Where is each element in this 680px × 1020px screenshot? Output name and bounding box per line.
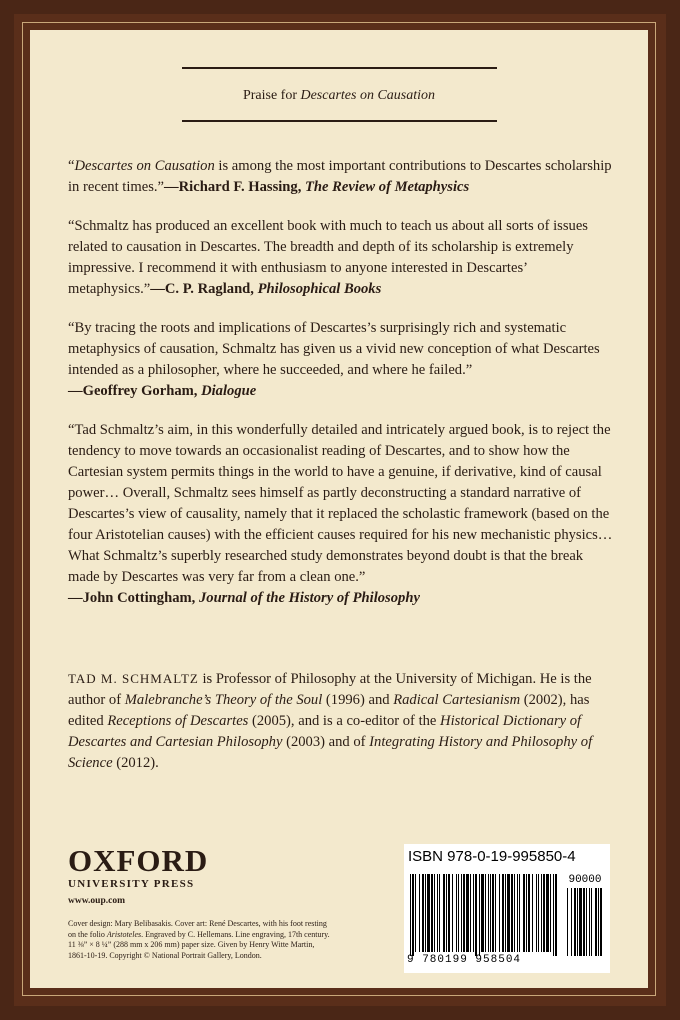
barcode-bar xyxy=(526,874,527,952)
addon-bar xyxy=(567,888,568,956)
barcode-bar xyxy=(463,874,465,952)
barcode-bar xyxy=(507,874,510,952)
barcode-bar xyxy=(528,874,530,952)
addon-bar xyxy=(579,888,582,956)
addon-bar xyxy=(589,888,590,956)
barcode-bar xyxy=(425,874,426,952)
barcode-bar xyxy=(422,874,424,952)
barcode-bar xyxy=(481,874,484,952)
barcode-digits: 9 780199 958504 xyxy=(407,954,522,966)
barcode-bar xyxy=(419,874,420,952)
publisher-website: www.oup.com xyxy=(68,896,126,906)
barcode-bar xyxy=(511,874,513,952)
addon-bar xyxy=(586,888,587,956)
top-rule xyxy=(182,67,497,69)
barcode-bar xyxy=(434,874,435,952)
publisher-name: OXFORD xyxy=(68,843,209,878)
barcode-bar xyxy=(546,874,549,952)
barcode-bar xyxy=(502,874,504,952)
addon-bar xyxy=(574,888,576,956)
barcode-bar xyxy=(488,874,489,952)
barcode-bar xyxy=(452,874,453,952)
barcode-bar xyxy=(541,874,542,952)
oxford-logo xyxy=(68,843,209,890)
barcode-bar xyxy=(490,874,491,952)
barcode-bar xyxy=(532,874,533,952)
cover-credits: Cover design: Mary Belibasakis. Cover art: René Descartes, with his foot resting on the folio Aristoteles. Engraved by C. Hellemans. Line engraving, 17th century. 11 ⅜” × 8 ¼” (288 mm x 206 mm) paper size. Given by Henry Witte Martin, 1861-10-19. Copyright © National Portrait Gallery, London. xyxy=(68,919,330,960)
barcode-bar xyxy=(499,874,500,952)
barcode-bar xyxy=(458,874,459,952)
barcode-bar xyxy=(553,874,554,956)
isbn-label: ISBN 978-0-19-995850-4 xyxy=(408,848,576,865)
barcode-bar xyxy=(427,874,430,952)
barcode-bar xyxy=(505,874,506,952)
barcode-bar xyxy=(523,874,525,952)
quote-cottingham: “Tad Schmaltz’s aim, in this wonderfully detailed and intricately argued book, is to reject the tendency to move towards an occasionalist reading of Descartes, and to show how the Cartesian system permits things in the world to have a genuine, if derivative, kind of causal power… Overall, Schmaltz sees himself as partly deconstructing a standard narrative of Descartes’s view of causality, namely that it replaced the scholastic framework (based on the four Aristotelian causes) with the efficient causes required for his new mechanistic physics… What Schmaltz’s superbly researched study demonstrates beyond doubt is that the break made by Descartes was very far from a clean one.” —John Cottingham, Journal of the History of Philosophy xyxy=(68,422,613,606)
price-code: 90000 xyxy=(568,874,602,886)
barcode-bar xyxy=(412,874,414,956)
quote-gorham: “By tracing the roots and implications of Descartes’s surprisingly rich and systematic metaphysics of causation, Schmaltz has given us a vivid new conception of what Descartes intended as a philosopher, where he succeeded, and where he failed.” —Geoffrey Gorham, Dialogue xyxy=(68,320,600,399)
barcode-bar xyxy=(415,874,416,952)
barcode-bar xyxy=(519,874,520,952)
barcode-bar xyxy=(448,874,450,952)
isbn-barcode xyxy=(404,844,610,973)
barcode-bar xyxy=(443,874,445,952)
barcode-bar xyxy=(495,874,496,952)
publisher-subtitle: UNIVERSITY PRESS xyxy=(68,878,195,890)
barcode-bar xyxy=(475,874,477,956)
bottom-rule xyxy=(182,120,497,122)
quote-hassing: “Descartes on Causation is among the most important contributions to Descartes scholarship in recent times.”—Richard F. Hassing, The Review of Metaphysics xyxy=(68,158,612,195)
addon-bar xyxy=(591,888,592,956)
addon-bar xyxy=(577,888,578,956)
addon-bar xyxy=(595,888,597,956)
barcode-bar xyxy=(473,874,474,952)
barcode-bar xyxy=(514,874,515,952)
author-bio: TAD M. SCHMALTZ is Professor of Philosophy at the University of Michigan. He is the author of Malebranche’s Theory of the Soul (1996) and Radical Cartesianism (2002), has edited Receptions of Descartes (2005), and is a co-editor of the Historical Dictionary of Descartes and Cartesian Philosophy (2003) and of Integrating History and Philosophy of Science (2012). xyxy=(68,671,593,771)
barcode-bar xyxy=(536,874,537,952)
barcode-bars xyxy=(408,874,606,956)
barcode-bar xyxy=(550,874,551,952)
addon-bar xyxy=(600,888,602,956)
addon-bar xyxy=(571,888,572,956)
praise-heading: Praise for Descartes on Causation xyxy=(242,88,436,103)
barcode-bar xyxy=(517,874,518,952)
barcode-bar xyxy=(446,874,447,952)
barcode-bar xyxy=(479,874,480,956)
barcode-bar xyxy=(439,874,440,952)
barcode-bar xyxy=(437,874,438,952)
barcode-bar xyxy=(466,874,469,952)
barcode-bar xyxy=(538,874,539,952)
addon-bar xyxy=(583,888,585,956)
barcode-bar xyxy=(470,874,471,952)
barcode-bar xyxy=(461,874,462,952)
barcode-bar xyxy=(410,874,411,956)
barcode-bar xyxy=(431,874,433,952)
praise-quotes xyxy=(68,156,616,627)
cream-panel xyxy=(30,30,648,988)
barcode-bar xyxy=(456,874,457,952)
barcode-bar xyxy=(543,874,545,952)
barcode-bar xyxy=(492,874,494,952)
barcode-bar xyxy=(485,874,486,952)
addon-bar xyxy=(598,888,599,956)
quote-ragland: “Schmaltz has produced an excellent book with much to teach us about all sorts of issues related to causation in Descartes. The breadth and depth of its scholarship is extremely impressive. I recommend it with enthusiasm to anyone interested in Descartes’ metaphysics.”—C. P. Ragland, Philosophical Books xyxy=(68,218,588,297)
barcode-bar xyxy=(555,874,557,956)
